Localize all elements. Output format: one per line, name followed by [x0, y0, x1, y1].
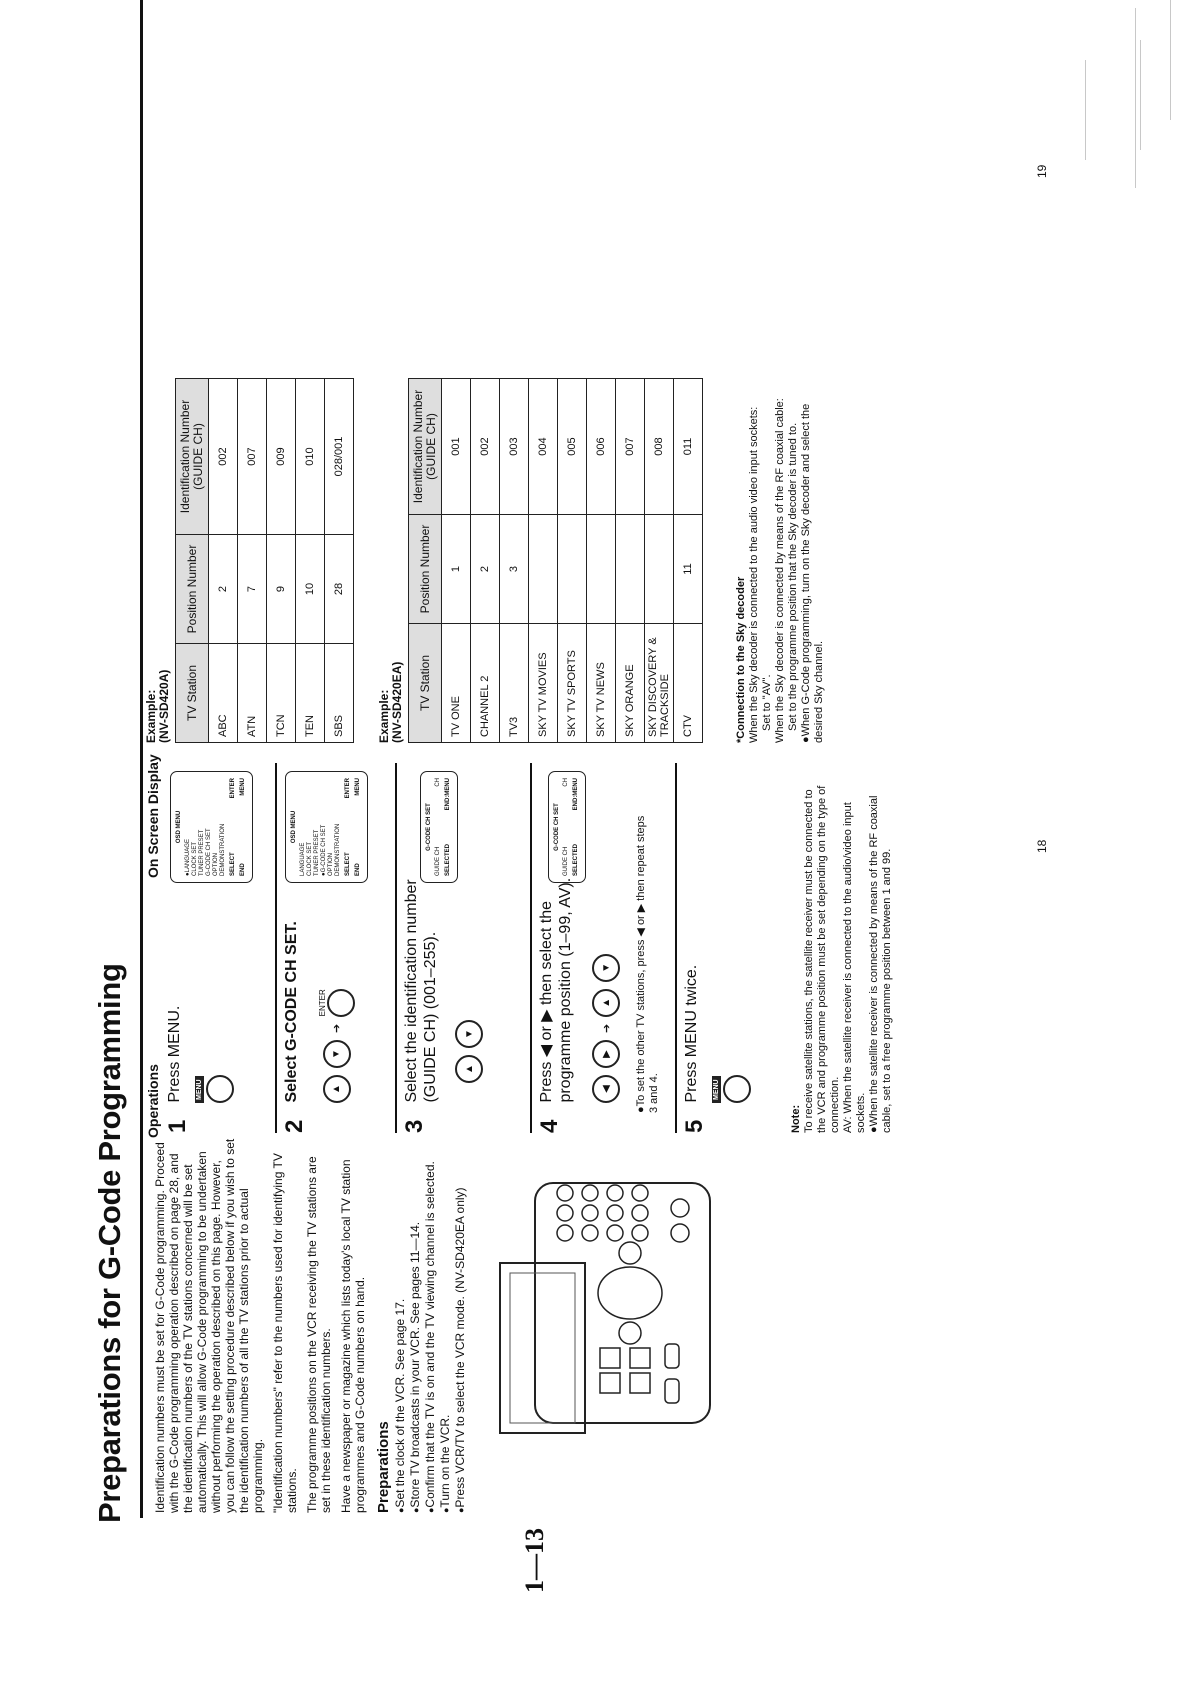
table-row: [267, 379, 296, 743]
bullet-icon: ●: [868, 1126, 880, 1133]
note-block: [790, 773, 894, 1133]
table-cell: TV3: [500, 624, 529, 743]
step-divider: [395, 763, 397, 1133]
osd-selected: SELECTED: [573, 843, 579, 876]
screen-display-heading: On Screen Display: [145, 754, 161, 878]
bullet-icon: ●: [635, 1106, 647, 1113]
step-text: Select the identification number (GUIDE CH) (001–255).: [403, 879, 439, 1103]
table-cell: 011: [674, 379, 703, 515]
table-header: Position Number: [176, 535, 209, 644]
remote-control-icon: [490, 1163, 720, 1463]
table-cell: CTV: [674, 624, 703, 743]
osd-item: OPTION: [328, 852, 334, 876]
table-row: [616, 379, 645, 743]
table-cell: [616, 515, 645, 624]
table-cell: SKY TV MOVIES: [529, 624, 558, 743]
table-row: [500, 379, 529, 743]
step-4-note-text: To set the other TV stations, press ◀ or ▶ then repeat steps 3 and 4.: [635, 815, 660, 1113]
step-number: 1: [164, 1119, 191, 1133]
page-label: 1—13: [520, 1528, 549, 1593]
bullet-icon: ●: [800, 736, 812, 743]
table-cell: SKY ORANGE: [616, 624, 645, 743]
example-2-heading: [378, 662, 404, 743]
table-row: [471, 379, 500, 743]
osd-screen-4: [548, 771, 586, 883]
osd-item: G-CODE CH SET: [206, 828, 212, 876]
up-arrow-button[interactable]: ▲: [323, 1075, 351, 1103]
osd-end: END: [355, 863, 361, 876]
example-label: Example:: [144, 689, 158, 743]
table-header: TV Station: [409, 624, 442, 743]
table-row: [529, 379, 558, 743]
osd-end: END: [240, 863, 246, 876]
sky-decoder-notes: [735, 378, 826, 743]
table-cell: 10: [296, 535, 325, 644]
osd-item: DEMONSTRATION: [335, 823, 341, 876]
example-label: Example:: [377, 689, 391, 743]
title-rule: [140, 0, 143, 1518]
station-table-1: [175, 378, 354, 743]
step-number: 4: [536, 1119, 563, 1133]
up-arrow-button[interactable]: ▲: [455, 1055, 483, 1083]
osd-title: OSD MENU: [291, 810, 297, 844]
table-cell: [558, 515, 587, 624]
enter-button[interactable]: [327, 989, 355, 1017]
osd-item: LANGUAGE: [300, 842, 306, 876]
left-arrow-button[interactable]: ◀: [592, 1075, 620, 1103]
osd-item: ●LANGUAGE: [185, 839, 191, 876]
intro-paragraph: Have a newspaper or magazine which lists today's local TV station programmes and G-Code numbers on hand.: [339, 1159, 367, 1513]
intro-text: [153, 1138, 468, 1513]
cursor-buttons: [592, 954, 620, 1103]
table-header-row: [409, 379, 442, 743]
table-row: [442, 379, 471, 743]
step-4-note: [635, 813, 661, 1113]
table-cell: 007: [616, 379, 645, 515]
menu-key-label: MENU: [195, 1076, 204, 1103]
table-header: Identification Number (GUIDE CH): [176, 379, 209, 535]
table-cell: TV ONE: [442, 624, 471, 743]
preparation-item: ● Store TV broadcasts in your VCR. See pages 11—14.: [408, 1138, 423, 1513]
down-arrow-button[interactable]: ▼: [455, 1020, 483, 1048]
table-cell: CHANNEL 2: [471, 624, 500, 743]
table-cell: 28: [325, 535, 354, 644]
table-header-row: [176, 379, 209, 743]
step-5: [682, 783, 708, 1133]
table-cell: 002: [209, 379, 238, 535]
menu-button[interactable]: [206, 1075, 234, 1103]
table-cell: ATN: [238, 644, 267, 743]
sky-text: [800, 378, 826, 743]
arrow-icon: ➔: [331, 1023, 343, 1033]
sky-text: Set to "AV".: [761, 674, 773, 731]
table-header: Position Number: [409, 515, 442, 624]
table-cell: 009: [267, 379, 296, 535]
table-cell: SKY DISCOVERY & TRACKSIDE: [645, 624, 674, 743]
intro-paragraph: The programme positions on the VCR receiving the TV stations are set in these identification numbers.: [305, 1156, 333, 1513]
table-row: [587, 379, 616, 743]
osd-menu: MENU: [355, 778, 361, 796]
cursor-buttons: [455, 1020, 483, 1083]
table-row: [645, 379, 674, 743]
note-text: To receive satellite stations, the satellite receiver must be connected to the VCR and programme position must be set depending on the type of connection.: [803, 785, 841, 1133]
sky-text: When the Sky decoder is connected to the audio video input sockets:: [748, 406, 760, 743]
table-cell: [645, 515, 674, 624]
osd-item: DEMONSTRATION: [220, 823, 226, 876]
page-number-right: 19: [1035, 164, 1049, 178]
step-divider: [530, 763, 532, 1133]
osd-guide: GUIDE CH: [563, 846, 569, 876]
step-divider: [675, 763, 677, 1133]
right-arrow-button[interactable]: ▶: [592, 1040, 620, 1068]
intro-paragraph: Identification numbers must be set for G-Code programming. Proceed with the G-Code programming operation described on page 28, and the identification numbers of the TV stations concerned will be set automatically. This will allow G-Code programming to be undertaken without performing the operation described on this page. However, you can follow the setting procedure described below if you wish to set the identification numbers of all the TV stations prior to actual programming.: [153, 1138, 265, 1513]
sky-heading: *Connection to the Sky decoder: [735, 576, 747, 743]
sky-text: Set to the programme position that the Sky decoder is tuned to.: [787, 422, 799, 731]
preparations-list: [393, 1138, 468, 1513]
sky-text-5: When G-Code programming, turn on the Sky decoder and select the desired Sky channel.: [800, 403, 825, 743]
preparation-item: ● Press VCR/TV to select the VCR mode. (NV-SD420EA only): [453, 1138, 468, 1513]
note-heading: Note:: [790, 1104, 802, 1133]
table-cell: 008: [645, 379, 674, 515]
table-cell: 3: [500, 515, 529, 624]
osd-end-menu: END:MENU: [573, 778, 579, 811]
example-model: (NV-SD420A): [157, 669, 171, 743]
osd-screen-2: [285, 771, 368, 883]
step-divider: [275, 763, 277, 1133]
example-1-heading: [145, 670, 171, 743]
table-cell: 005: [558, 379, 587, 515]
osd-title: G-CODE CH SET: [426, 803, 432, 851]
osd-item: TUNER PRESET: [199, 829, 205, 876]
table-header: TV Station: [176, 644, 209, 743]
intro-paragraph: "Identification numbers" refer to the numbers used for identifying TV stations.: [271, 1153, 299, 1513]
table-cell: 9: [267, 535, 296, 644]
menu-button-group: [195, 1075, 234, 1103]
table-cell: TCN: [267, 644, 296, 743]
table-row: [325, 379, 354, 743]
table-cell: TEN: [296, 644, 325, 743]
menu-key-label: MENU: [712, 1076, 721, 1103]
remote-control-illustration: [490, 1163, 720, 1463]
osd-item: CLOCK SET: [307, 841, 313, 876]
table-cell: [529, 515, 558, 624]
right-margin-rule: [1135, 8, 1136, 188]
page-number-left: 18: [1035, 839, 1049, 853]
osd-item: ●G-CODE CH SET: [321, 824, 327, 876]
preparation-item: ● Set the clock of the VCR. See page 17.: [393, 1138, 408, 1513]
cursor-buttons: [318, 989, 355, 1103]
step-text: Press MENU twice.: [683, 964, 700, 1103]
table-cell: 7: [238, 535, 267, 644]
osd-item: CLOCK SET: [192, 841, 198, 876]
table-row: [674, 379, 703, 743]
preparation-item: ● Confirm that the TV is on and the TV viewing channel is selected.: [423, 1138, 438, 1513]
down-arrow-button[interactable]: ▼: [323, 1040, 351, 1068]
arrow-icon: ➔: [600, 1023, 613, 1033]
operations-heading: Operations: [145, 1064, 161, 1138]
step-text: Select G-CODE CH SET.: [283, 921, 300, 1103]
table-cell: 2: [471, 515, 500, 624]
menu-button-group: [712, 1075, 751, 1103]
table-cell: 11: [674, 515, 703, 624]
table-cell: 2: [209, 535, 238, 644]
step-number: 3: [401, 1119, 428, 1133]
note-text: [868, 773, 894, 1133]
step-number: 2: [281, 1119, 308, 1133]
table-cell: 003: [500, 379, 529, 515]
osd-select: SELECT: [345, 852, 351, 876]
note-text-3: When the satellite receiver is connected by means of the RF coaxial cable, set to a free programme position between 1 and 99.: [868, 795, 893, 1133]
osd-selected: SELECTED: [445, 843, 451, 876]
osd-enter: ENTER: [230, 778, 236, 799]
table-cell: 006: [587, 379, 616, 515]
osd-screen-3: [420, 771, 458, 883]
osd-item: TUNER PRESET: [314, 829, 320, 876]
down-arrow-button[interactable]: ▼: [592, 954, 620, 982]
up-arrow-button[interactable]: ▲: [592, 989, 620, 1017]
menu-button[interactable]: [723, 1075, 751, 1103]
table-row: [238, 379, 267, 743]
table-cell: SKY TV NEWS: [587, 624, 616, 743]
table-cell: 010: [296, 379, 325, 535]
osd-title: G-CODE CH SET: [554, 803, 560, 851]
table-cell: 1: [442, 515, 471, 624]
table-cell: ABC: [209, 644, 238, 743]
step-text: Press MENU.: [166, 1005, 183, 1103]
page-title: Preparations for G-Code Programming: [92, 963, 127, 1523]
preparations-heading: Preparations: [375, 1421, 392, 1513]
preparation-item: ● Turn on the VCR.: [438, 1138, 453, 1513]
table-cell: SKY TV SPORTS: [558, 624, 587, 743]
step-number: 5: [681, 1119, 708, 1133]
enter-label: ENTER: [318, 989, 327, 1017]
osd-end-menu: END:MENU: [445, 778, 451, 811]
osd-guide: GUIDE CH: [435, 846, 441, 876]
osd-item: OPTION: [213, 852, 219, 876]
note-text: AV: When the satellite receiver is connected to the audio/video input sockets.: [842, 802, 867, 1133]
osd-select: SELECT: [230, 852, 236, 876]
table-cell: 007: [238, 379, 267, 535]
osd-title: OSD MENU: [176, 810, 182, 844]
table-row: [296, 379, 325, 743]
table-cell: 002: [471, 379, 500, 515]
osd-enter: ENTER: [345, 778, 351, 799]
step-text: Press ◀ or ▶ then select the programme position (1–99, AV).: [538, 877, 574, 1103]
osd-menu: MENU: [240, 778, 246, 796]
example-model: (NV-SD420EA): [390, 661, 404, 743]
osd-ch: CH: [563, 778, 569, 787]
table-header: Identification Number (GUIDE CH): [409, 379, 442, 515]
table-cell: 004: [529, 379, 558, 515]
table-row: [558, 379, 587, 743]
table-cell: SBS: [325, 644, 354, 743]
table-row: [209, 379, 238, 743]
table-cell: 028/001: [325, 379, 354, 535]
station-table-2: [408, 378, 703, 743]
osd-screen-1: [170, 771, 253, 883]
table-cell: [587, 515, 616, 624]
sky-text: When the Sky decoder is connected by means of the RF coaxial cable:: [774, 398, 786, 743]
osd-ch: CH: [435, 778, 441, 787]
table-cell: 001: [442, 379, 471, 515]
